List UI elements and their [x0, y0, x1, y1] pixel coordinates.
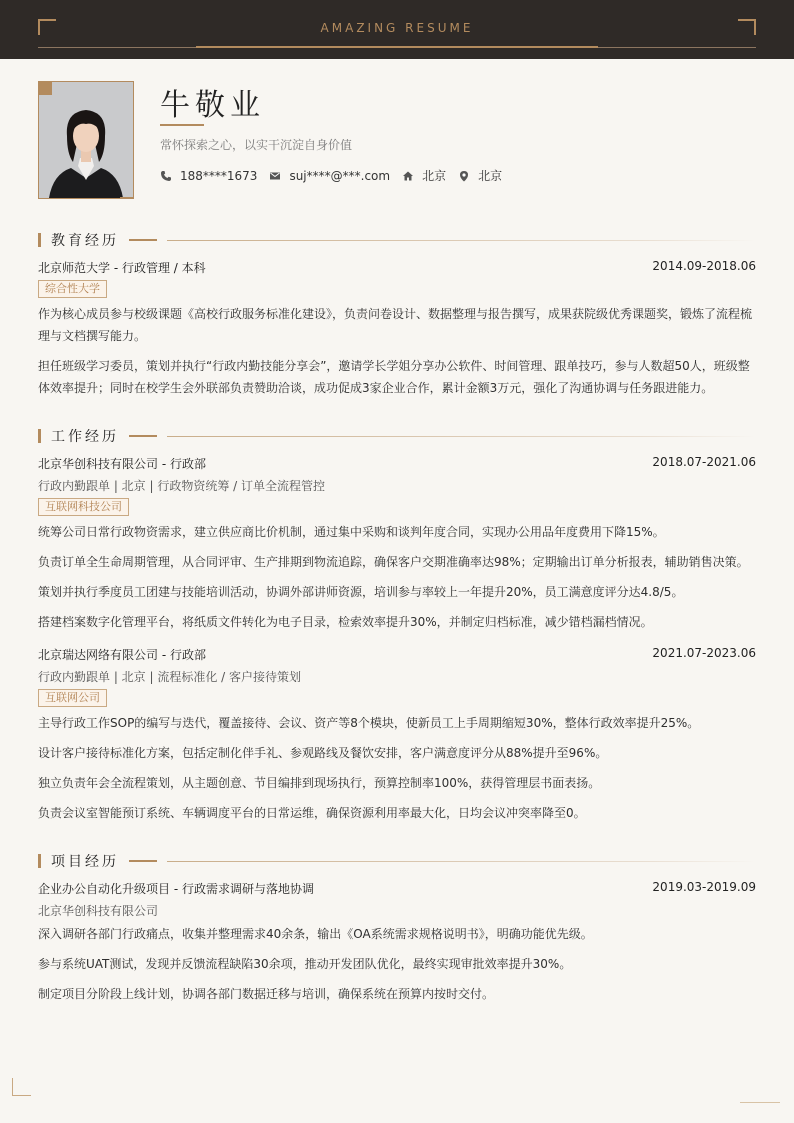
mail-icon: [269, 170, 281, 182]
header-bar: [0, 0, 794, 59]
work-bullet: 负责订单全生命周期管理，从合同评审、生产排期到物流追踪，确保客户交期准确率达98%；定期输出订单分析报表，辅助销售决策。: [38, 555, 749, 569]
work-entry-header: [38, 455, 756, 472]
project-bullet: 深入调研各部门行政痛点，收集并整理需求40余条，输出《OA系统需求规格说明书》，明确功能优先级。: [38, 927, 593, 941]
date-range: 2014.09-2018.06: [652, 259, 756, 273]
date-range: 2019.03-2019.09: [652, 880, 756, 894]
section-bar: [38, 429, 41, 443]
motto: 常怀探索之心，以实干沉淀自身价值: [160, 138, 353, 152]
home-icon: [402, 170, 414, 182]
work-bullet: 搭建档案数字化管理平台，将纸质文件转化为电子目录，检索效率提升30%，并制定归档标准，减少错档漏档情况。: [38, 615, 653, 629]
education-description: 作为核心成员参与校级课题《高校行政服务标准化建设》，负责问卷设计、数据整理与报告撰写，成果获院级优秀课题奖，锻炼了流程梳理与文档撰写能力。: [38, 307, 753, 343]
section-title: 项目经历: [51, 854, 119, 870]
work-bullet: 负责会议室智能预订系统、车辆调度平台的日常运维，确保资源利用率最大化，日均会议冲突率降至0。: [38, 806, 586, 820]
section-rule: [167, 861, 756, 862]
contact-phone: [160, 169, 257, 183]
section-bar: [38, 854, 41, 868]
email-address: suj****@***.com: [289, 168, 391, 183]
company-and-department: 北京瑞达网络有限公司 - 行政部: [38, 648, 206, 662]
date-range: 2021.07-2023.06: [652, 646, 756, 660]
candidate-name: 牛敬业: [160, 88, 265, 123]
section-rule-accent: [129, 860, 157, 862]
contact-location: [458, 167, 502, 184]
phone-icon: [160, 170, 172, 182]
section-education-header: [38, 232, 756, 248]
project-title: 企业办公自动化升级项目 - 行政需求调研与落地协调: [38, 882, 314, 896]
header-divider-accent: [196, 46, 598, 48]
job-subtitle: 行政内勤跟单 | 北京 | 流程标准化 / 客户接待策划: [38, 670, 302, 684]
school-and-major: 北京师范大学 - 行政管理 / 本科: [38, 261, 206, 275]
section-work-header: [38, 428, 756, 444]
date-range: 2018.07-2021.06: [652, 455, 756, 469]
footer-corner-right: [740, 1102, 780, 1103]
work-entry-header: [38, 646, 756, 663]
company-and-department: 北京华创科技有限公司 - 行政部: [38, 457, 206, 471]
education-entry-header: [38, 259, 756, 276]
project-entry-header: [38, 880, 756, 897]
company-tag: 互联网科技公司: [38, 498, 129, 516]
section-projects-header: [38, 853, 756, 869]
project-bullet: 制定项目分阶段上线计划，协调各部门数据迁移与培训，确保系统在预算内按时交付。: [38, 987, 495, 1001]
profile-photo: [38, 81, 134, 199]
contact-info: [160, 167, 514, 184]
header-title: AMAZING RESUME: [320, 21, 474, 35]
project-company: 北京华创科技有限公司: [38, 904, 159, 918]
company-tag: 互联网公司: [38, 689, 107, 707]
project-bullet: 参与系统UAT测试，发现并反馈流程缺陷30余项，推动开发团队优化，最终实现审批效率提升30%。: [38, 957, 572, 971]
photo-corner-accent: [120, 197, 134, 199]
work-bullet: 独立负责年会全流程策划，从主题创意、节目编排到现场执行，预算控制率100%，获得管理层书面表扬。: [38, 776, 601, 790]
section-rule-accent: [129, 239, 157, 241]
avatar: [38, 81, 134, 199]
contact-email: [269, 169, 390, 183]
work-bullet: 策划并执行季度员工团建与技能培训活动，协调外部讲师资源，培训参与率较上一年提升20%，员工满意度评分达4.8/5。: [38, 585, 684, 599]
work-bullet: 主导行政工作SOP的编写与迭代，覆盖接待、会议、资产等8个模块，使新员工上手周期缩短30%，整体行政效率提升25%。: [38, 716, 700, 730]
contact-hometown: [402, 167, 446, 184]
section-title: 教育经历: [51, 233, 119, 249]
work-bullet: 设计客户接待标准化方案，包括定制化伴手礼、参观路线及餐饮安排，客户满意度评分从88%提升至96%。: [38, 746, 608, 760]
section-title: 工作经历: [51, 429, 119, 445]
portrait-image: [39, 82, 133, 198]
work-bullet: 统筹公司日常行政物资需求，建立供应商比价机制，通过集中采购和谈判年度合同，实现办公用品年度费用下降15%。: [38, 525, 665, 539]
location: 北京: [478, 169, 503, 183]
name-underline: [160, 124, 204, 126]
section-rule: [167, 436, 756, 437]
phone-number: 188****1673: [180, 168, 258, 183]
section-rule-accent: [129, 435, 157, 437]
hometown: 北京: [422, 169, 447, 183]
education-description: 担任班级学习委员，策划并执行“行政内勤技能分享会”，邀请学长学姐分享办公软件、时间管理、跟单技巧，参与人数超50人，班级整体效率提升；同时在校学生会外联部负责赞助洽谈，成功促成3家企业合作，累计金额3万元，强化了沟通协调与任务跟进能力。: [38, 359, 750, 395]
job-subtitle: 行政内勤跟单 | 北京 | 行政物资统筹 / 订单全流程管控: [38, 479, 326, 493]
school-tag: 综合性大学: [38, 280, 107, 298]
section-rule: [167, 240, 756, 241]
location-pin-icon: [458, 170, 470, 182]
footer-corner-left: [12, 1078, 31, 1096]
section-bar: [38, 233, 41, 247]
photo-corner-accent: [38, 81, 52, 95]
